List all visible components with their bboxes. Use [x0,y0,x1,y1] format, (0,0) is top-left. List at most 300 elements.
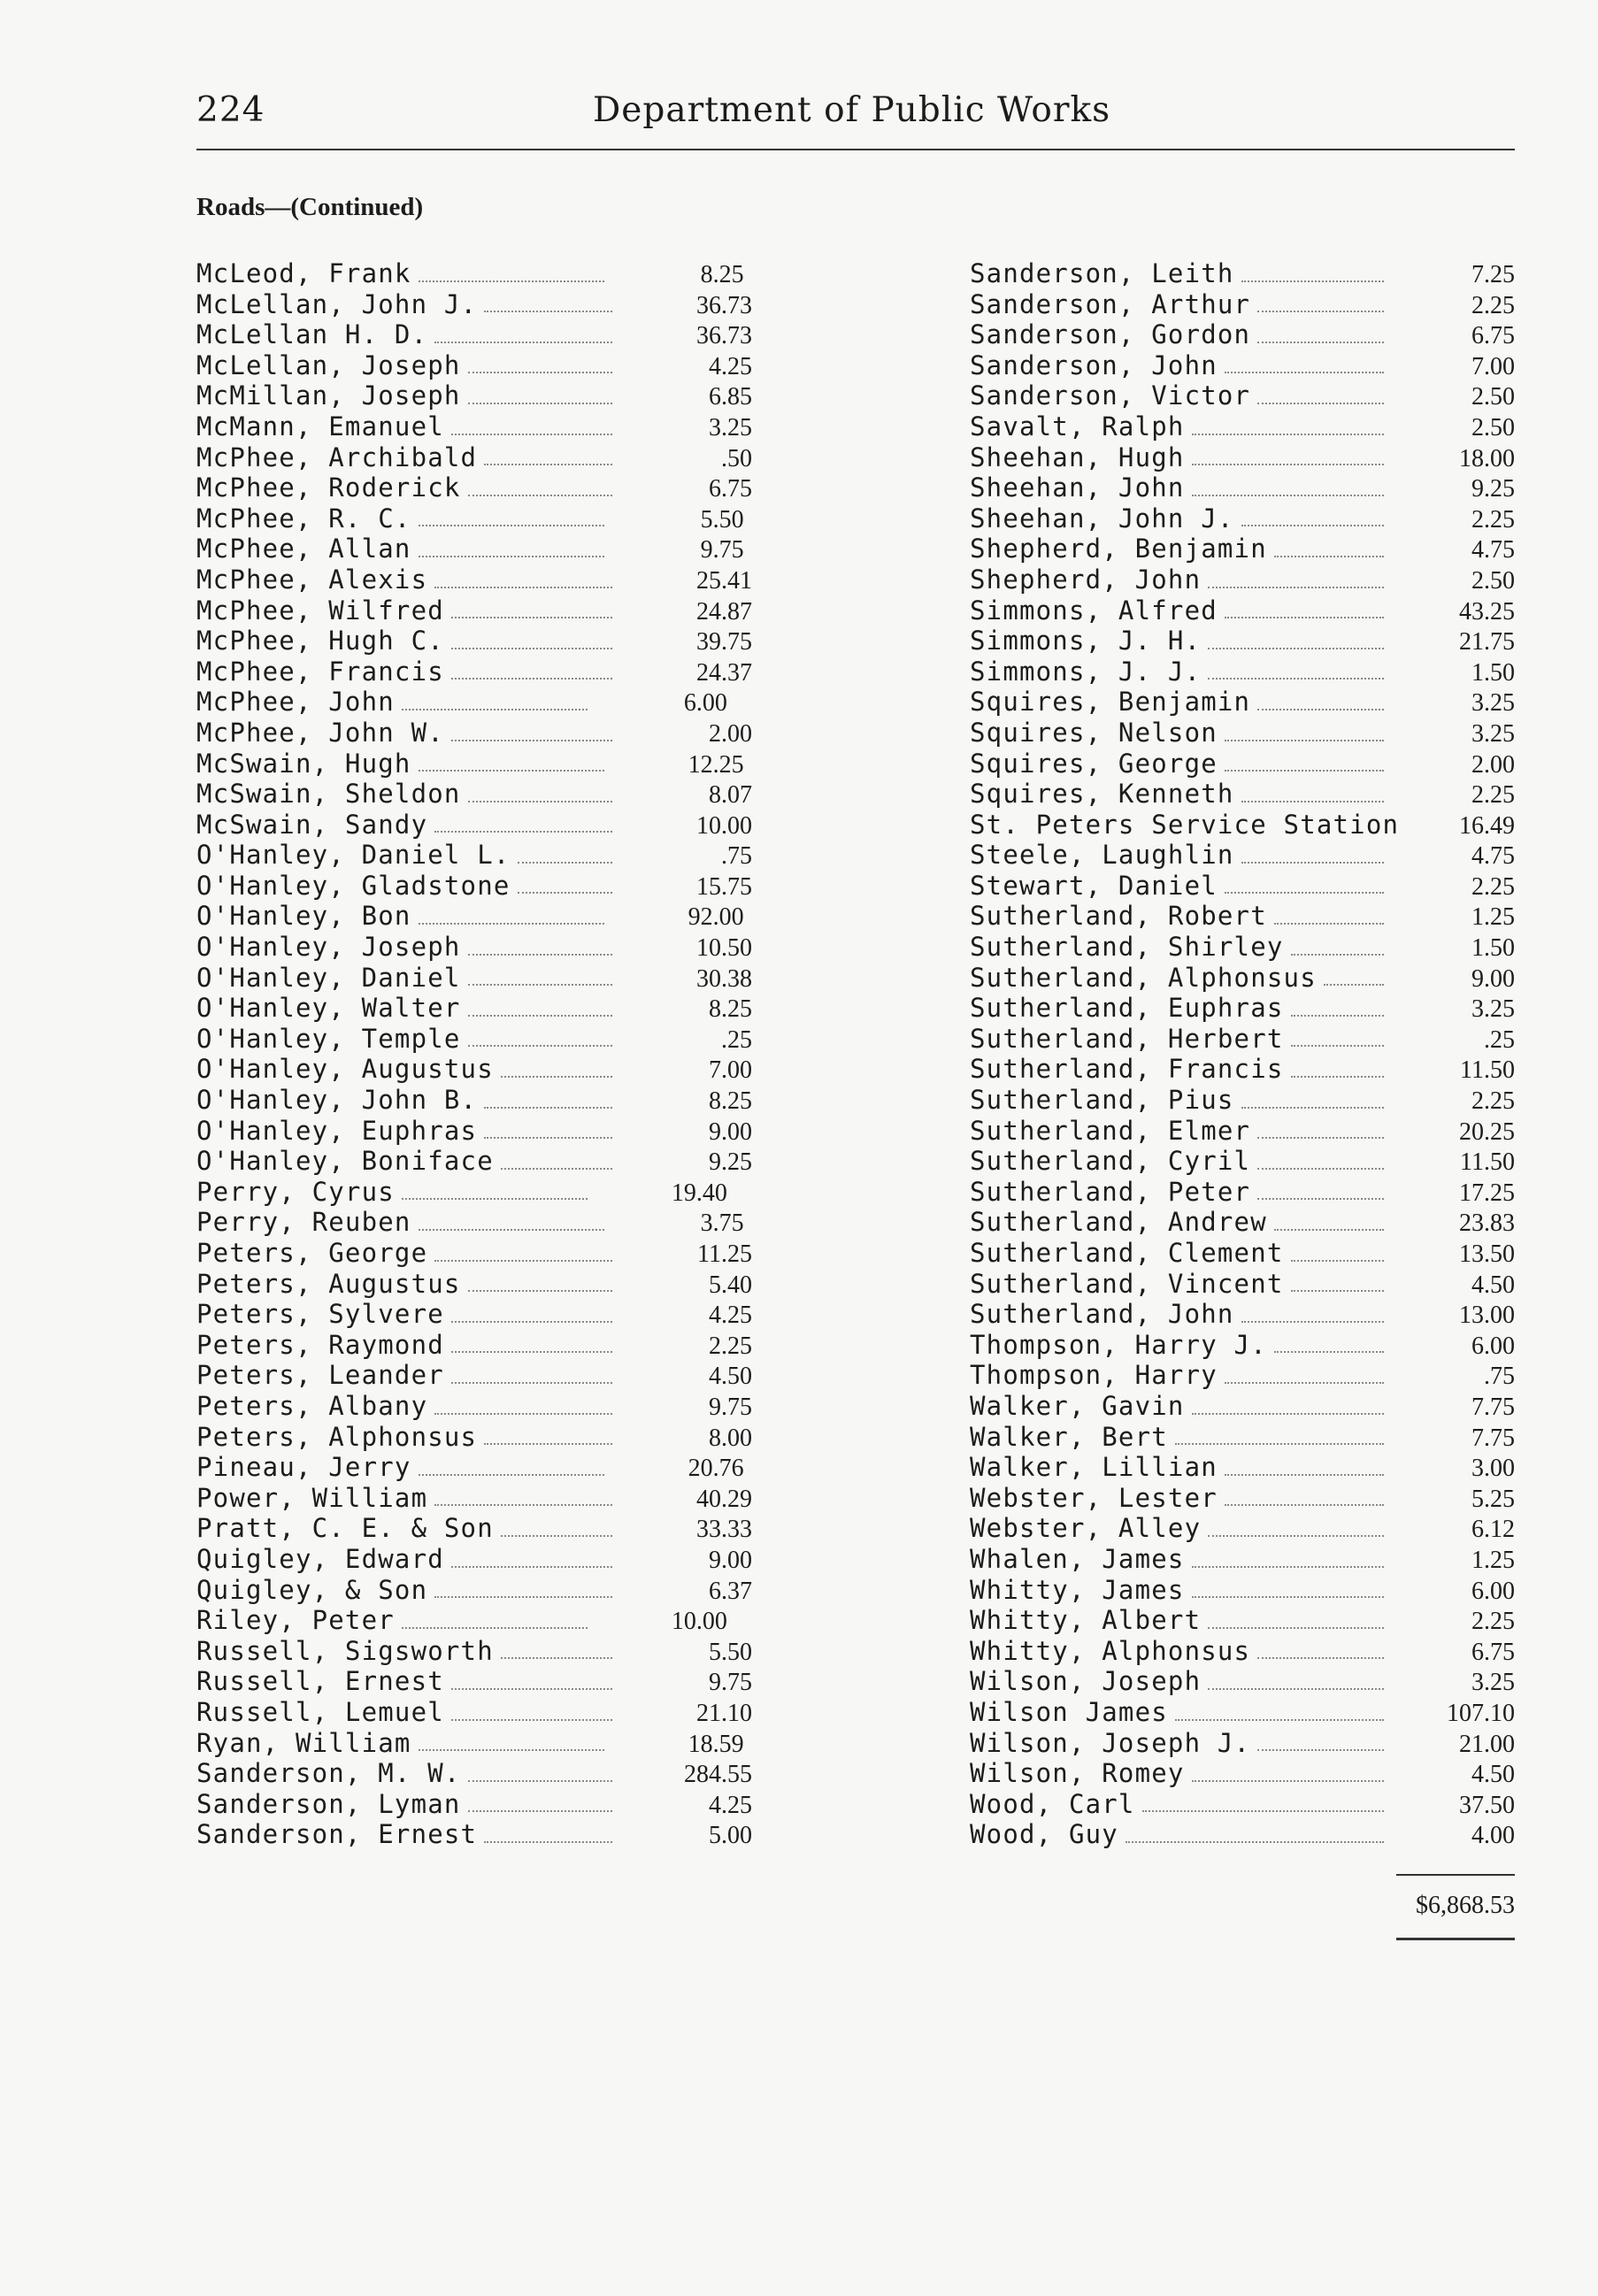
list-item [196,1360,752,1391]
list-item [970,380,1515,411]
dot-leader [1142,1810,1384,1812]
dot-leader [451,1351,612,1353]
list-item [196,1544,752,1575]
payee-name: Stewart, Daniel [970,870,1218,901]
dot-leader [419,280,604,282]
payment-amount: 2.25 [1471,1608,1515,1636]
dot-leader [419,770,604,772]
list-item [196,1146,752,1177]
payee-name: O'Hanley, Daniel L. [196,840,511,871]
payment-amount: 3.25 [709,413,752,442]
payee-name: Wood, Guy [970,1819,1118,1850]
payee-name: Squires, Nelson [970,717,1218,748]
dot-leader [451,648,612,649]
payee-name: Sutherland, Herbert [970,1023,1284,1054]
list-item [970,442,1515,473]
dot-leader [1225,1474,1384,1476]
payment-amount: 11.50 [1460,1056,1515,1085]
payment-amount: .75 [1484,1363,1515,1391]
payment-amount: 6.12 [1471,1516,1515,1544]
payee-name: Sanderson, Leith [970,258,1234,288]
list-item [970,1391,1515,1422]
payment-amount: 4.50 [1471,1761,1515,1789]
payee-name: Power, William [196,1482,428,1513]
payment-amount: 40.29 [696,1485,752,1513]
list-item [196,1391,752,1422]
payee-name: Whitty, James [970,1574,1185,1605]
list-item [196,871,752,902]
dot-leader [1291,1076,1384,1078]
list-item [970,810,1515,841]
payment-amount: 4.50 [709,1363,752,1391]
list-item [196,1177,752,1208]
list-item [970,1360,1515,1391]
list-item [196,534,752,564]
dot-leader [451,1566,612,1568]
payment-amount: 2.00 [709,719,752,748]
payment-amount: 3.00 [1471,1455,1515,1483]
payee-name: Wilson, Joseph [970,1666,1202,1697]
dot-leader [468,1045,612,1047]
dot-leader [1192,1780,1384,1782]
payee-name: Sheehan, John [970,472,1185,503]
list-item [196,1085,752,1116]
payment-amount: 24.37 [696,658,752,687]
payee-name: Peters, Sylvere [196,1299,444,1330]
dot-leader [1241,1107,1384,1109]
payee-name: O'Hanley, Augustus [196,1054,494,1085]
list-item [970,564,1515,595]
dot-leader [1257,1137,1384,1139]
list-item [970,1758,1515,1789]
payment-amount: 5.50 [709,1638,752,1666]
list-item [196,1269,752,1300]
payee-name: Sanderson, Arthur [970,288,1251,319]
dot-leader [518,862,612,864]
payment-amount: 10.00 [671,1608,727,1636]
dot-leader [1208,1535,1384,1537]
list-item [196,442,752,473]
payee-name: McSwain, Sandy [196,809,428,840]
list-item [196,1024,752,1055]
payment-amount: 21.75 [1459,628,1515,657]
list-item [196,718,752,749]
list-item [196,380,752,411]
payment-amount: 13.50 [1459,1240,1515,1268]
dot-leader [1241,801,1384,802]
dot-leader [501,1657,612,1659]
list-item [970,779,1515,810]
header-rule [196,149,1515,150]
list-item [970,1024,1515,1055]
list-item [970,534,1515,564]
payment-amount: 36.73 [696,322,752,350]
list-item [196,901,752,932]
dot-leader [1225,1382,1384,1384]
dot-leader [1208,1627,1384,1629]
payment-amount: 3.25 [1471,1669,1515,1697]
payee-name: McPhee, Allan [196,534,411,564]
dot-leader [1175,1719,1384,1721]
payee-name: Simmons, Alfred [970,595,1218,626]
list-item [196,932,752,963]
payee-name: Ryan, William [196,1727,411,1758]
payment-amount: 9.25 [709,1148,752,1177]
payment-amount: 4.75 [1471,842,1515,871]
payment-amount: 8.00 [709,1424,752,1452]
payee-name: McLellan, John J. [196,288,478,319]
payee-name: McLellan H. D. [196,319,428,350]
list-item [196,1422,752,1453]
list-item [196,1575,752,1606]
payment-amount: 2.50 [1471,566,1515,595]
payment-amount: 5.40 [709,1271,752,1299]
list-item [196,1697,752,1728]
payee-name: Pratt, C. E. & Son [196,1513,494,1544]
dot-leader [468,1290,612,1292]
payment-amount: 2.25 [1471,781,1515,810]
payee-name: Sutherland, Alphonsus [970,962,1317,993]
payment-amount: 2.25 [1471,872,1515,901]
payment-amount: 2.25 [1471,505,1515,534]
payment-amount: 10.00 [696,811,752,840]
list-item [970,350,1515,381]
payment-amount: 3.75 [700,1209,744,1238]
dot-leader [1225,770,1384,772]
payment-amount: 2.50 [1471,413,1515,442]
list-item [970,657,1515,687]
dot-leader [518,892,612,894]
list-item [196,503,752,534]
dot-leader [434,1260,612,1262]
grand-total: $6,868.53 [1416,1892,1515,1919]
dot-leader [434,342,612,343]
payment-amount: 5.50 [700,505,744,534]
dot-leader [451,1321,612,1323]
list-item [196,1513,752,1544]
payment-amount: 2.25 [1471,291,1515,319]
right-column [970,258,1515,1850]
payee-name: Peters, Alphonsus [196,1421,478,1452]
dot-leader [434,1596,612,1598]
list-item [970,993,1515,1024]
payment-amount: 9.00 [709,1546,752,1574]
payment-amount: .25 [1484,1025,1515,1054]
payee-name: O'Hanley, Euphras [196,1115,478,1146]
payee-name: Russell, Sigsworth [196,1635,494,1666]
dot-leader [451,1719,612,1721]
list-item [970,1238,1515,1269]
payment-amount: 4.25 [709,1302,752,1330]
list-item [196,564,752,595]
payment-amount: 6.00 [683,689,727,718]
payee-name: Wilson James [970,1696,1168,1727]
payee-name: Steele, Laughlin [970,840,1234,871]
dot-leader [1257,311,1384,312]
payment-amount: 2.25 [709,1332,752,1360]
list-item [970,687,1515,718]
dot-leader [1274,1351,1384,1353]
dot-leader [1175,1443,1384,1445]
payee-name: Thompson, Harry [970,1360,1218,1391]
dot-leader [451,1688,612,1690]
list-item [196,1330,752,1361]
payment-amount: 6.75 [1471,1638,1515,1666]
payee-name: Peters, Augustus [196,1268,461,1299]
payment-amount: 12.25 [688,750,744,779]
list-item [196,1238,752,1269]
list-item [970,1789,1515,1820]
list-item [970,1330,1515,1361]
dot-leader [1225,1504,1384,1506]
list-item [970,1544,1515,1575]
list-item [196,963,752,994]
dot-leader [1274,1229,1384,1231]
payee-name: Quigley, & Son [196,1574,428,1605]
dot-leader [501,1076,612,1078]
payment-amount: .75 [721,842,752,871]
list-item [196,1728,752,1759]
dot-leader [451,678,612,680]
dot-leader [1208,1688,1384,1690]
payment-amount: 6.75 [1471,322,1515,350]
payee-name: McSwain, Sheldon [196,779,461,810]
list-item [970,595,1515,626]
list-item [970,718,1515,749]
dot-leader [501,1168,612,1170]
dot-leader [1257,403,1384,404]
dot-leader [1192,434,1384,435]
payee-name: McMillan, Joseph [196,380,461,411]
payment-amount: 9.75 [700,536,744,564]
payee-name: Sutherland, Pius [970,1085,1234,1116]
payee-name: Walker, Gavin [970,1390,1185,1421]
list-item [970,1636,1515,1667]
payment-amount: 9.75 [709,1669,752,1697]
payee-name: Thompson, Harry J. [970,1329,1267,1360]
payee-name: McPhee, R. C. [196,503,411,534]
list-item [196,779,752,810]
payment-amount: 9.25 [1471,475,1515,503]
payee-name: Sutherland, Robert [970,901,1267,932]
payee-name: Sheehan, John J. [970,503,1234,534]
left-column [196,258,752,1850]
dot-leader [1192,1566,1384,1568]
dot-leader [419,1474,604,1476]
payee-name: McLeod, Frank [196,258,411,288]
payee-name: Sheehan, Hugh [970,442,1185,472]
list-item [970,1207,1515,1238]
payee-name: McPhee, Francis [196,656,444,687]
list-item [970,1575,1515,1606]
payee-name: McPhee, Hugh C. [196,626,444,657]
list-item [970,871,1515,902]
list-item [970,963,1515,994]
list-item [196,1116,752,1147]
list-item [970,1605,1515,1636]
payment-amount: 9.00 [709,1117,752,1146]
payee-name: McPhee, John [196,687,395,718]
payee-name: Perry, Reuben [196,1207,411,1238]
payee-name: Sutherland, Clement [970,1238,1284,1268]
dot-leader [484,1137,612,1139]
dot-leader [1225,617,1384,618]
payment-amount: 10.50 [696,934,752,963]
dot-leader [1241,862,1384,864]
payee-name: Sanderson, M. W. [196,1758,461,1789]
list-item [970,319,1515,350]
dot-leader [1274,556,1384,557]
payee-name: Sutherland, Cyril [970,1146,1251,1177]
dot-leader [1192,1413,1384,1415]
list-item [196,810,752,841]
payment-amount: 17.25 [1459,1179,1515,1207]
dot-leader [402,709,588,710]
payment-amount: 11.50 [1460,1148,1515,1177]
list-item [970,503,1515,534]
dot-leader [1257,1749,1384,1751]
list-item [196,626,752,657]
payment-amount: 43.25 [1459,597,1515,626]
dot-leader [1192,495,1384,496]
dot-leader [1257,709,1384,710]
list-item [196,411,752,442]
payee-name: Wood, Carl [970,1788,1135,1819]
dot-leader [419,923,604,925]
payee-name: Pineau, Jerry [196,1452,411,1483]
payee-name: Walker, Bert [970,1421,1168,1452]
payee-name: Simmons, J. H. [970,626,1202,657]
list-item [196,1299,752,1330]
dot-leader [419,556,604,557]
payee-name: McLellan, Joseph [196,349,461,380]
payee-name: Peters, George [196,1238,428,1268]
payee-name: Sutherland, Shirley [970,932,1284,963]
dot-leader [468,1015,612,1017]
payee-name: Russell, Ernest [196,1666,444,1697]
payee-name: Sutherland, Peter [970,1176,1251,1207]
payment-amount: 107.10 [1447,1699,1515,1727]
payee-name: McPhee, Roderick [196,472,461,503]
dot-leader [468,403,612,404]
payee-name: McPhee, Archibald [196,442,478,472]
dot-leader [484,311,612,312]
list-item [970,1452,1515,1483]
payee-name: Russell, Lemuel [196,1696,444,1727]
payee-name: Sanderson, Lyman [196,1788,461,1819]
payee-name: Sutherland, Andrew [970,1207,1267,1238]
list-item [970,626,1515,657]
dot-leader [434,831,612,833]
payment-amount: 1.50 [1471,658,1515,687]
dot-leader [1208,648,1384,649]
list-item [970,1513,1515,1544]
payment-amount: 2.00 [1471,750,1515,779]
payee-name: Sutherland, John [970,1299,1234,1330]
list-item [196,1758,752,1789]
list-item [196,1605,752,1636]
payment-amount: 6.85 [709,383,752,411]
section-heading: Roads—(Continued) [196,193,424,221]
payee-name: McPhee, Wilfred [196,595,444,626]
list-item [196,1207,752,1238]
payment-amount: 8.25 [700,261,744,288]
payment-amount: 7.75 [1471,1424,1515,1452]
payee-name: Whitty, Albert [970,1605,1202,1636]
payment-amount: 3.25 [1471,689,1515,718]
payment-amount: 4.75 [1471,536,1515,564]
payment-amount: 11.25 [697,1240,752,1268]
payee-name: Webster, Alley [970,1513,1202,1544]
dot-leader [1241,280,1384,282]
list-item [970,289,1515,320]
payee-name: Sanderson, Gordon [970,319,1251,350]
list-item [196,1483,752,1514]
list-item [196,595,752,626]
payee-name: Savalt, Ralph [970,411,1185,442]
payee-name: Whalen, James [970,1543,1185,1574]
payee-name: Sutherland, Vincent [970,1268,1284,1299]
list-item [970,472,1515,503]
payment-amount: 3.25 [1471,719,1515,748]
dot-leader [1208,587,1384,588]
dot-leader [402,1627,588,1629]
dot-leader [1291,1045,1384,1047]
payment-amount: 7.00 [1471,352,1515,380]
dot-leader [1274,923,1384,925]
list-item [196,687,752,718]
dot-leader [419,525,604,526]
payee-name: Squires, Kenneth [970,779,1234,810]
list-item [196,472,752,503]
dot-leader [1257,1168,1384,1170]
payment-amount: 20.76 [688,1455,744,1483]
payment-amount: 25.41 [696,566,752,595]
dot-leader [1324,984,1384,986]
list-item [196,1666,752,1697]
payment-amount: 2.25 [1471,1087,1515,1116]
payment-amount: 20.25 [1459,1117,1515,1146]
list-item [196,840,752,871]
payment-amount: 30.38 [696,964,752,993]
dot-leader [451,1382,612,1384]
payment-amount: 4.50 [1471,1271,1515,1299]
dot-leader [1225,892,1384,894]
payment-amount: 6.00 [1471,1332,1515,1360]
dot-leader [1257,1657,1384,1659]
payment-amount: 1.25 [1471,1546,1515,1574]
payee-name: Quigley, Edward [196,1543,444,1574]
dot-leader [484,1443,612,1445]
payment-amount: 9.75 [709,1393,752,1421]
payee-name: McPhee, John W. [196,717,444,748]
payee-name: McSwain, Hugh [196,748,411,779]
dot-leader [468,495,612,496]
payee-name: Sutherland, Francis [970,1054,1284,1085]
dot-leader [1241,1321,1384,1323]
dot-leader [1257,342,1384,343]
payee-name: O'Hanley, Boniface [196,1146,494,1177]
list-item [970,258,1515,289]
payment-amount: 6.37 [709,1577,752,1605]
dot-leader [1225,372,1384,373]
payee-name: Shepherd, John [970,564,1202,595]
list-item [970,1422,1515,1453]
payee-name: Walker, Lillian [970,1452,1218,1483]
list-item [196,1819,752,1850]
payment-amount: 33.33 [696,1516,752,1544]
list-item [970,1085,1515,1116]
